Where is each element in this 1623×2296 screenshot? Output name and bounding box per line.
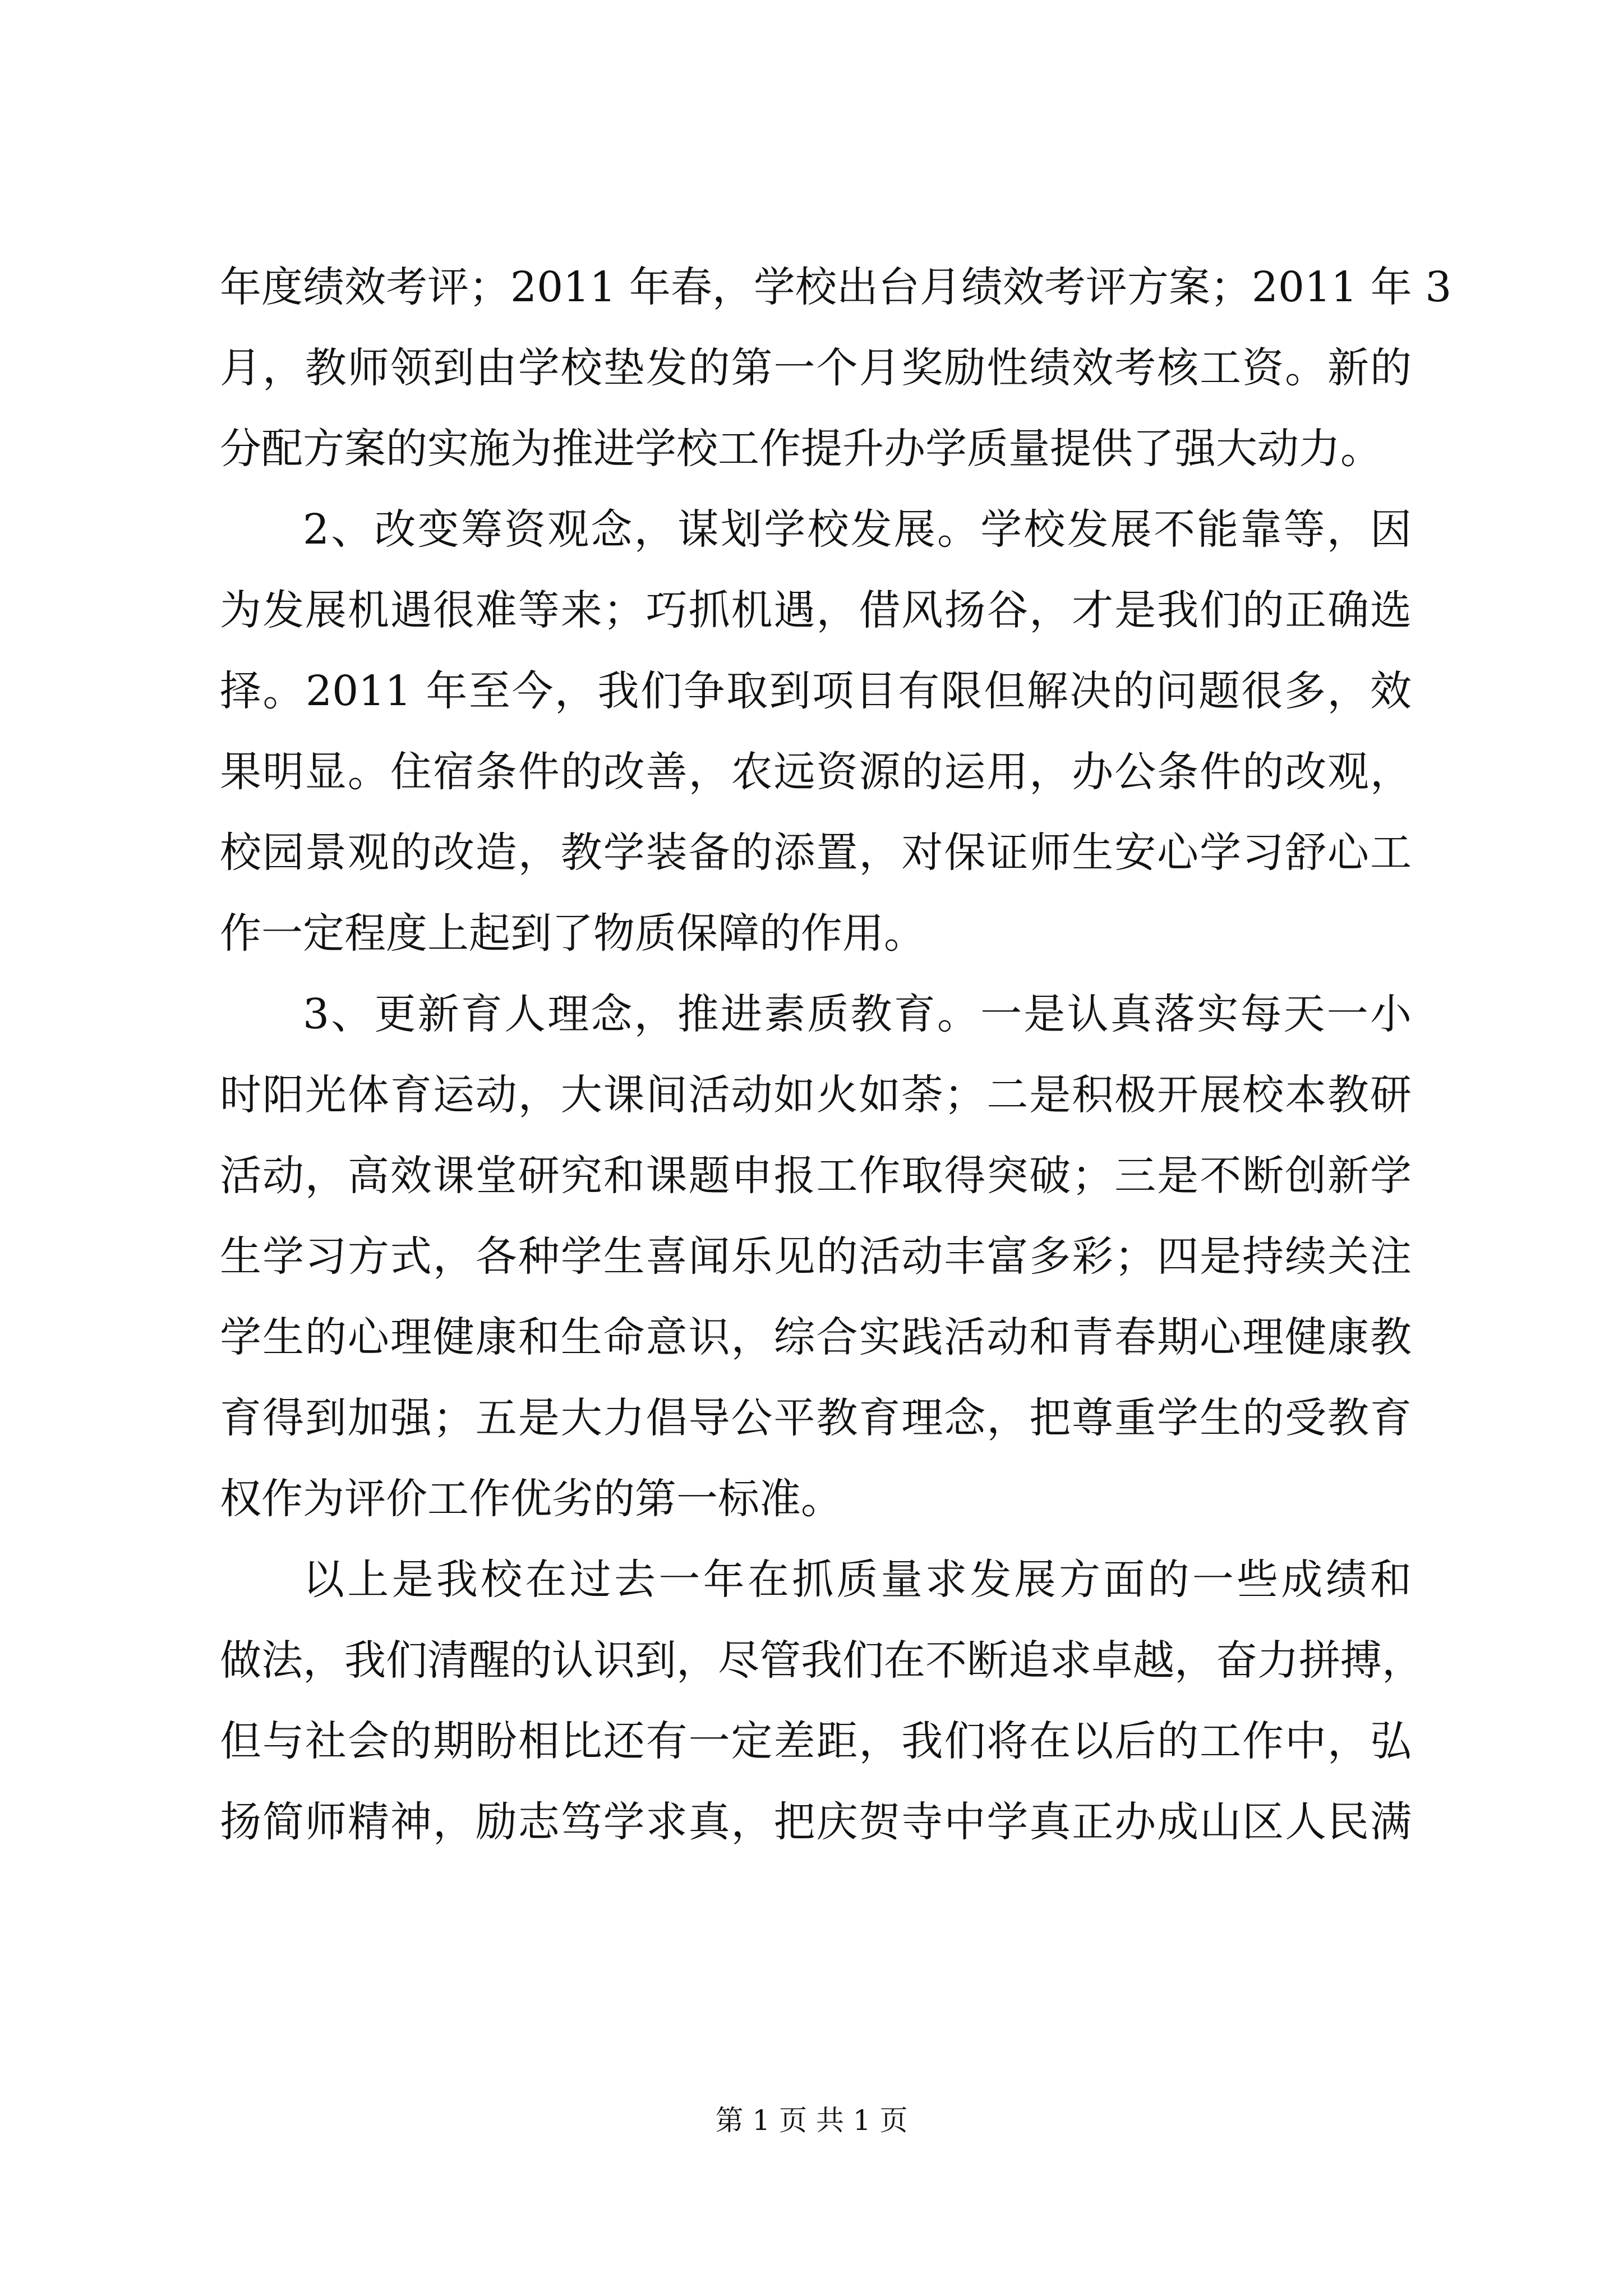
text-line: 育得到加强；五是大力倡导公平教育理念，把尊重学生的受教育 bbox=[220, 1394, 1412, 1442]
text-line: 校园景观的改造，教学装备的添置，对保证师生安心学习舒心工 bbox=[220, 829, 1412, 877]
text-line: 年度绩效考评；2011 年春，学校出台月绩效考评方案；2011 年 3 bbox=[220, 263, 1452, 311]
text-line: 生学习方式，各种学生喜闻乐见的活动丰富多彩；四是持续关注 bbox=[220, 1232, 1412, 1281]
text-line: 月，教师领到由学校垫发的第一个月奖励性绩效考核工资。新的 bbox=[220, 344, 1412, 392]
paragraph bbox=[220, 247, 1452, 489]
text-line: 作一定程度上起到了物质保障的作用。 bbox=[220, 909, 925, 958]
text-line: 为发展机遇很难等来；巧抓机遇，借风扬谷，才是我们的正确选 bbox=[220, 586, 1412, 634]
text-line: 2、改变筹资观念，谋划学校发展。学校发展不能靠等，因 bbox=[303, 505, 1412, 554]
text-line: 权作为评价工作优劣的第一标准。 bbox=[220, 1475, 842, 1523]
text-line: 果明显。住宿条件的改善，农远资源的运用，办公条件的改观， bbox=[220, 748, 1412, 796]
text-line: 时阳光体育运动，大课间活动如火如荼；二是积极开展校本教研 bbox=[220, 1071, 1412, 1119]
page-number-footer: 第 1 页 共 1 页 bbox=[715, 2104, 908, 2137]
text-line: 但与社会的期盼相比还有一定差距，我们将在以后的工作中，弘 bbox=[220, 1717, 1412, 1765]
paragraph bbox=[220, 974, 1412, 1539]
text-line: 择。2011 年至今，我们争取到项目有限但解决的问题很多，效 bbox=[220, 667, 1412, 715]
text-line: 分配方案的实施为推进学校工作提升办学质量提供了强大动力。 bbox=[220, 425, 1382, 473]
text-line: 活动，高效课堂研究和课题申报工作取得突破；三是不断创新学 bbox=[220, 1152, 1412, 1200]
text-line: 学生的心理健康和生命意识，综合实践活动和青春期心理健康教 bbox=[220, 1313, 1412, 1361]
text-line: 做法，我们清醒的认识到，尽管我们在不断追求卓越，奋力拼搏， bbox=[220, 1636, 1423, 1685]
document-body bbox=[220, 247, 1452, 1862]
paragraph bbox=[220, 489, 1412, 974]
text-line: 3、更新育人理念，推进素质教育。一是认真落实每天一小 bbox=[303, 990, 1412, 1038]
paragraph bbox=[220, 1539, 1423, 1862]
text-line: 以上是我校在过去一年在抓质量求发展方面的一些成绩和 bbox=[303, 1556, 1412, 1604]
text-line: 扬简师精神，励志笃学求真，把庆贺寺中学真正办成山区人民满 bbox=[220, 1798, 1412, 1846]
